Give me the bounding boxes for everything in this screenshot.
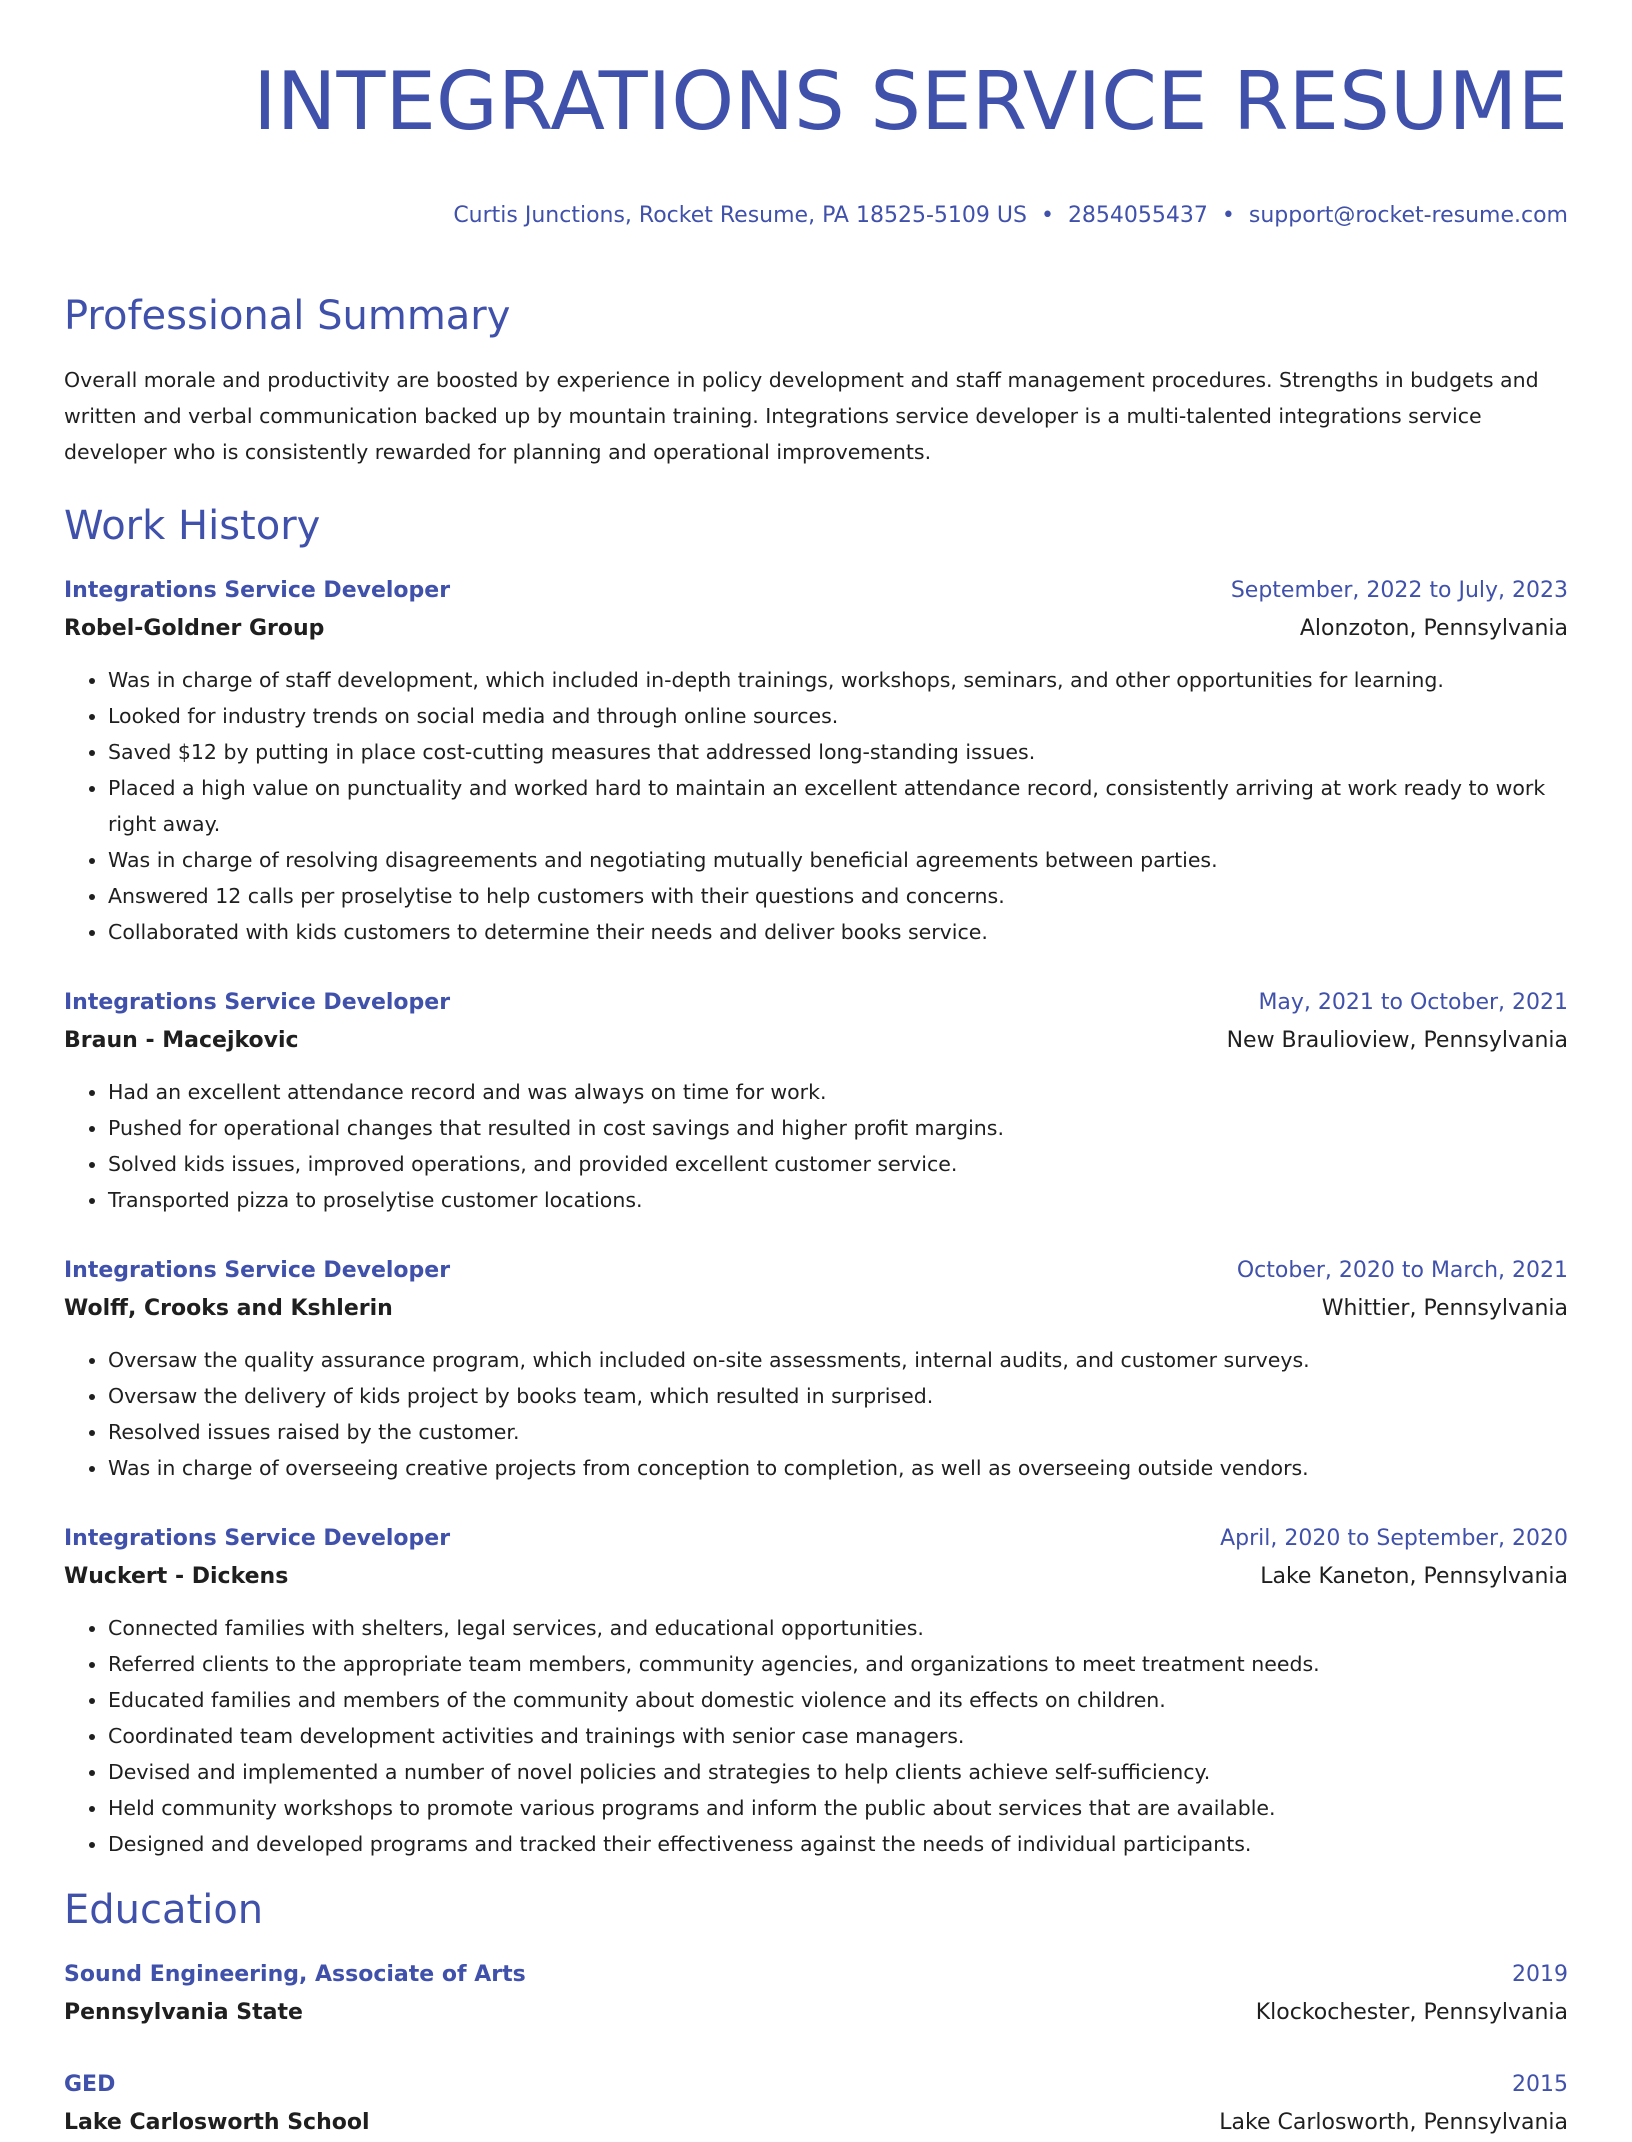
job-title-row <box>64 984 1568 1022</box>
job-entry <box>64 984 1568 1218</box>
bullet-item: • Collaborated with kids customers to determine their needs and deliver books service. <box>108 914 1568 950</box>
graduation-year: 2015 <box>1512 2072 1568 2097</box>
bullet-item: • Saved $12 by putting in place cost-cutting measures that addressed long-standing issues. <box>108 734 1568 770</box>
bullet-item: • Pushed for operational changes that resulted in cost savings and higher profit margins. <box>108 1110 1568 1146</box>
degree-row <box>64 2066 1568 2104</box>
school-location: Lake Carlosworth, Pennsylvania <box>1219 2110 1568 2135</box>
contact-separator: • <box>1040 203 1054 228</box>
job-entry <box>64 1252 1568 1486</box>
job-bullets <box>64 1610 1568 1862</box>
work-history-heading: Work History <box>64 503 321 549</box>
job-title: Integrations Service Developer <box>64 1526 451 1551</box>
bullet-item: • Held community workshops to promote various programs and inform the public about services that are available. <box>108 1790 1568 1826</box>
contact-separator: • <box>1221 203 1235 228</box>
education-entry <box>64 2066 1568 2142</box>
bullet-item: • Resolved issues raised by the customer. <box>108 1414 1568 1450</box>
school-row <box>64 1994 1568 2032</box>
summary-text: Overall morale and productivity are boosted by experience in policy development and staff management procedures. Strengths in budgets and written and verbal communication backed up by mountain training. Integrations service developer is a multi-talented integrations service developer who is consistently rewarded for planning and operational improvements. <box>64 368 1539 464</box>
job-dates: April, 2020 to September, 2020 <box>1220 1526 1568 1551</box>
job-location: New Braulioview, Pennsylvania <box>1226 1028 1568 1053</box>
bullet-item: • Referred clients to the appropriate team members, community agencies, and organizations to meet treatment needs. <box>108 1646 1568 1682</box>
summary-heading: Professional Summary <box>64 293 511 339</box>
school-name: Lake Carlosworth School <box>64 2110 370 2135</box>
company-name: Wolff, Crooks and Kshlerin <box>64 1296 393 1321</box>
bullet-item: • Oversaw the quality assurance program, which included on-site assessments, internal audits, and customer surveys. <box>108 1342 1568 1378</box>
job-dates: May, 2021 to October, 2021 <box>1258 990 1568 1015</box>
job-bullets <box>64 1342 1568 1486</box>
bullet-item: • Educated families and members of the community about domestic violence and its effects on children. <box>108 1682 1568 1718</box>
job-bullets <box>64 662 1568 950</box>
job-entry <box>64 572 1568 950</box>
contact-address: Curtis Junctions, Rocket Resume, PA 18525-5109 US <box>453 203 1027 228</box>
company-name: Braun - Macejkovic <box>64 1028 299 1053</box>
bullet-item: • Transported pizza to proselytise customer locations. <box>108 1182 1568 1218</box>
job-dates: October, 2020 to March, 2021 <box>1236 1258 1568 1283</box>
bullet-item: • Had an excellent attendance record and was always on time for work. <box>108 1074 1568 1110</box>
school-name: Pennsylvania State <box>64 2000 303 2025</box>
job-entry <box>64 1520 1568 1862</box>
bullet-item: • Was in charge of staff development, which included in-depth trainings, workshops, seminars, and other opportunities for learning. <box>108 662 1568 698</box>
bullet-item: • Placed a high value on punctuality and worked hard to maintain an excellent attendance record, consistently arriving at work ready to work right away. <box>108 770 1568 842</box>
bullet-item: • Solved kids issues, improved operations, and provided excellent customer service. <box>108 1146 1568 1182</box>
company-row <box>64 610 1568 648</box>
contact-email: support@rocket-resume.com <box>1248 203 1568 228</box>
bullet-item: • Devised and implemented a number of novel policies and strategies to help clients achieve self-sufficiency. <box>108 1754 1568 1790</box>
education-entry <box>64 1956 1568 2032</box>
school-row <box>64 2104 1568 2142</box>
school-location: Klockochester, Pennsylvania <box>1255 2000 1568 2025</box>
job-dates: September, 2022 to July, 2023 <box>1230 578 1568 603</box>
bullet-item: • Designed and developed programs and tracked their effectiveness against the needs of individual participants. <box>108 1826 1568 1862</box>
job-bullets <box>64 1074 1568 1218</box>
education-heading: Education <box>64 1887 264 1933</box>
contact-phone: 2854055437 <box>1067 203 1208 228</box>
bullet-item: • Coordinated team development activities and trainings with senior case managers. <box>108 1718 1568 1754</box>
company-row <box>64 1558 1568 1596</box>
degree-name: Sound Engineering, Associate of Arts <box>64 1962 526 1987</box>
bullet-item: • Looked for industry trends on social media and through online sources. <box>108 698 1568 734</box>
resume-title: INTEGRATIONS SERVICE RESUME <box>253 55 1568 148</box>
degree-row <box>64 1956 1568 1994</box>
bullet-item: • Was in charge of overseeing creative projects from conception to completion, as well as overseeing outside vendors. <box>108 1450 1568 1486</box>
graduation-year: 2019 <box>1512 1962 1568 1987</box>
job-title-row <box>64 1520 1568 1558</box>
company-name: Wuckert - Dickens <box>64 1564 289 1589</box>
job-title-row <box>64 1252 1568 1290</box>
job-title: Integrations Service Developer <box>64 1258 451 1283</box>
contact-line <box>64 200 1568 232</box>
company-row <box>64 1290 1568 1328</box>
company-row <box>64 1022 1568 1060</box>
job-title-row <box>64 572 1568 610</box>
job-title: Integrations Service Developer <box>64 990 451 1015</box>
job-location: Alonzoton, Pennsylvania <box>1299 616 1568 641</box>
job-location: Whittier, Pennsylvania <box>1321 1296 1568 1321</box>
job-location: Lake Kaneton, Pennsylvania <box>1260 1564 1568 1589</box>
bullet-item: • Was in charge of resolving disagreements and negotiating mutually beneficial agreements between parties. <box>108 842 1568 878</box>
company-name: Robel-Goldner Group <box>64 616 325 641</box>
bullet-item: • Oversaw the delivery of kids project by books team, which resulted in surprised. <box>108 1378 1568 1414</box>
job-title: Integrations Service Developer <box>64 578 451 603</box>
bullet-item: • Answered 12 calls per proselytise to help customers with their questions and concerns. <box>108 878 1568 914</box>
degree-name: GED <box>64 2072 116 2097</box>
bullet-item: • Connected families with shelters, legal services, and educational opportunities. <box>108 1610 1568 1646</box>
